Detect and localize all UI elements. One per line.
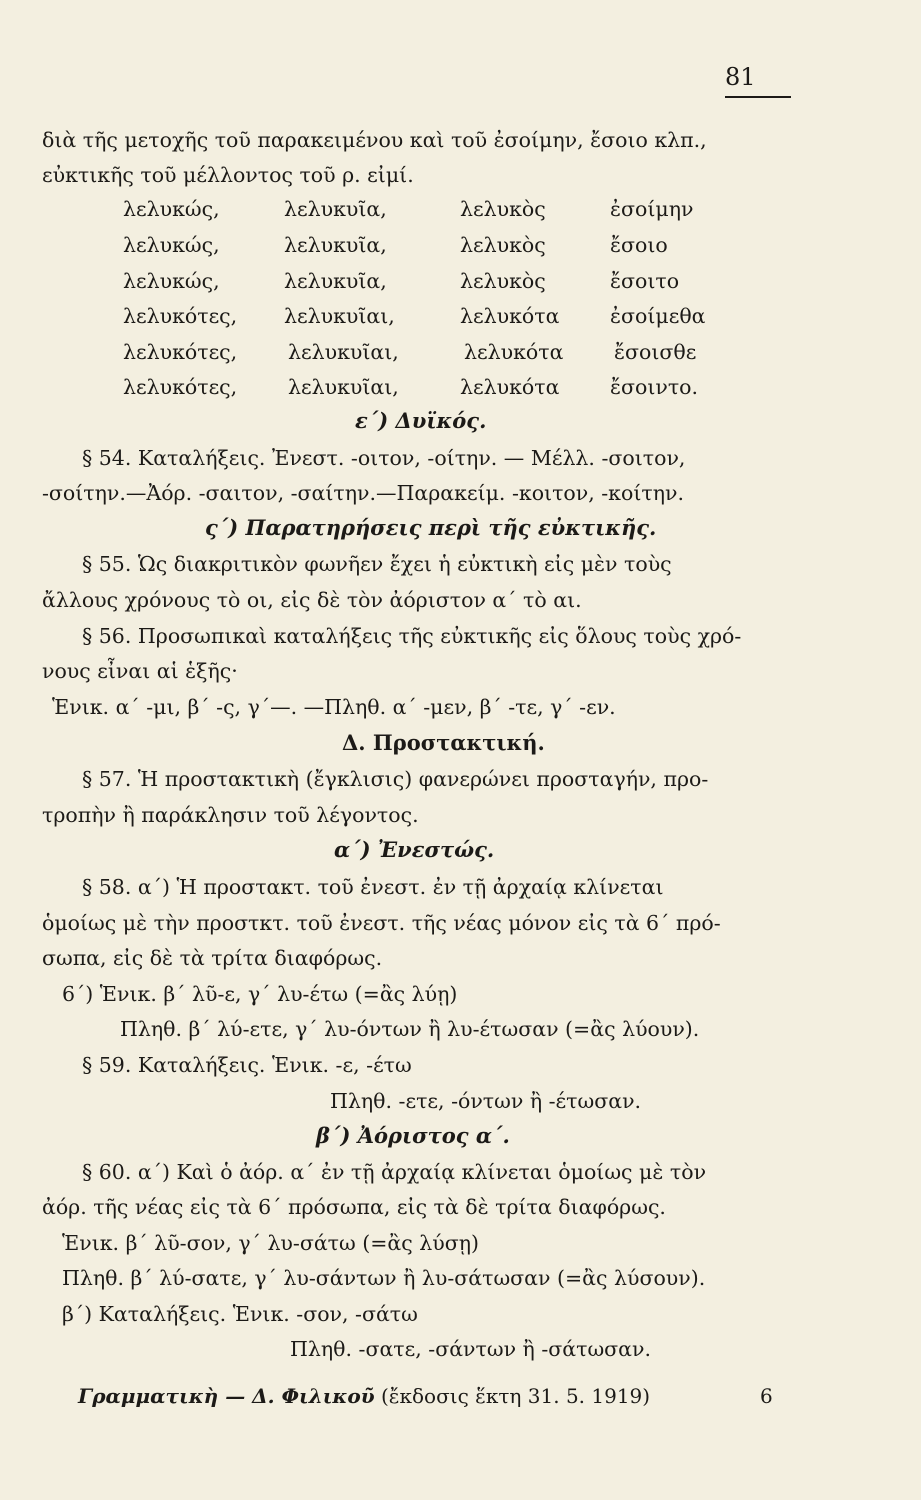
page-number: 81 bbox=[725, 63, 756, 91]
footer-edition: (ἔκδοσις ἕκτη 31. 5. 1919) bbox=[380, 1384, 651, 1408]
text-line: σωπα, εἰς δὲ τὰ τρίτα διαφόρως. bbox=[42, 946, 383, 970]
text-line: § 58. α΄) Ἡ προστακτ. τοῦ ἐνεστ. ἐν τῇ ἀρχαίᾳ κλίνεται bbox=[82, 875, 664, 899]
table-cell: ἔσοισθε bbox=[614, 340, 697, 364]
heading-imperative: Δ. Προστακτική. bbox=[342, 730, 545, 755]
table-cell: λελυκότες, bbox=[123, 340, 238, 364]
text-line: Πληθ. -ετε, -όντων ἢ -έτωσαν. bbox=[330, 1089, 642, 1113]
text-line: Πληθ. -σατε, -σάντων ἢ -σάτωσαν. bbox=[290, 1337, 651, 1361]
table-cell: λελυκότα bbox=[460, 304, 560, 328]
table-cell: ἔσοιο bbox=[610, 233, 668, 257]
header-rule bbox=[725, 96, 791, 98]
text-line: εὐκτικῆς τοῦ μέλλοντος τοῦ ρ. εἰμί. bbox=[42, 163, 414, 187]
heading-dual: ε΄) Δυϊκός. bbox=[355, 408, 487, 433]
footer-title: Γραμματικὴ — Δ. Φιλικοῦ bbox=[78, 1384, 375, 1408]
table-cell: λελυκότα bbox=[464, 340, 564, 364]
table-cell: λελυκότες, bbox=[123, 375, 238, 399]
heading-aorist: β΄) Ἀόριστος α΄. bbox=[316, 1123, 510, 1148]
table-cell: λελυκώς, bbox=[123, 233, 220, 257]
table-cell: λελυκότα bbox=[460, 375, 560, 399]
table-cell: λελυκὸς bbox=[460, 269, 546, 293]
table-cell: λελυκὸς bbox=[460, 197, 546, 221]
table-cell: λελυκυῖα, bbox=[284, 197, 387, 221]
text-line: § 54. Καταλήξεις. Ἐνεστ. -οιτον, -οίτην. — Μέλλ. -σοιτον, bbox=[82, 446, 686, 470]
text-line: Ἑνικ. β΄ λῦ-σον, γ΄ λυ-σάτω (=ἂς λύσῃ) bbox=[62, 1231, 479, 1255]
table-cell: ἔσοιντο. bbox=[610, 375, 699, 399]
text-line: διὰ τῆς μετοχῆς τοῦ παρακειμένου καὶ τοῦ ἐσοίμην, ἔσοιο κλπ., bbox=[42, 128, 707, 152]
text-line: νους εἶναι αἱ ἑξῆς· bbox=[42, 659, 238, 683]
table-cell: ἐσοίμεθα bbox=[610, 304, 706, 328]
table-cell: ἐσοίμην bbox=[610, 197, 694, 221]
text-line: § 57. Ἡ προστακτικὴ (ἔγκλισις) φανερώνει προσταγήν, προ- bbox=[82, 767, 709, 791]
table-cell: λελυκώς, bbox=[123, 197, 220, 221]
table-cell: ἔσοιτο bbox=[610, 269, 680, 293]
footer bbox=[78, 1381, 650, 1411]
text-line: 6΄) Ἑνικ. β΄ λῦ-ε, γ΄ λυ-έτω (=ἂς λύῃ) bbox=[62, 982, 458, 1006]
table-cell: λελυκυῖαι, bbox=[284, 304, 395, 328]
text-line: ἀόρ. τῆς νέας εἰς τὰ 6΄ πρόσωπα, εἰς τὰ δὲ τρίτα διαφόρως. bbox=[42, 1195, 666, 1219]
text-line: ἄλλους χρόνους τὸ οι, εἰς δὲ τὸν ἀόριστον α΄ τὸ αι. bbox=[42, 588, 582, 612]
table-cell: λελυκυῖα, bbox=[284, 233, 387, 257]
signature-mark: 6 bbox=[760, 1384, 773, 1408]
text-line: Πληθ. β΄ λύ-σατε, γ΄ λυ-σάντων ἢ λυ-σάτωσαν (=ἂς λύσουν). bbox=[62, 1266, 706, 1290]
text-line: τροπὴν ἢ παράκλησιν τοῦ λέγοντος. bbox=[42, 803, 419, 827]
text-line: Ἑνικ. α΄ -μι, β΄ -ς, γ΄—. —Πληθ. α΄ -μεν, β΄ -τε, γ΄ -εν. bbox=[52, 695, 616, 719]
text-line: § 60. α΄) Καὶ ὁ ἀόρ. α΄ ἐν τῇ ἀρχαίᾳ κλίνεται ὁμοίως μὲ τὸν bbox=[82, 1160, 707, 1184]
text-line: ὁμοίως μὲ τὴν προστκτ. τοῦ ἐνεστ. τῆς νέας μόνον εἰς τὰ 6΄ πρό- bbox=[42, 911, 721, 935]
text-line: § 56. Προσωπικαὶ καταλήξεις τῆς εὐκτικῆς εἰς ὅλους τοὺς χρό- bbox=[82, 624, 742, 648]
table-cell: λελυκυῖα, bbox=[284, 269, 387, 293]
text-line: β΄) Καταλήξεις. Ἑνικ. -σον, -σάτω bbox=[62, 1302, 418, 1326]
heading-notes: ς΄) Παρατηρήσεις περὶ τῆς εὐκτικῆς. bbox=[205, 515, 657, 540]
text-line: § 59. Καταλήξεις. Ἑνικ. -ε, -έτω bbox=[82, 1053, 412, 1077]
text-line: Πληθ. β΄ λύ-ετε, γ΄ λυ-όντων ἢ λυ-έτωσαν (=ἂς λύουν). bbox=[120, 1017, 700, 1041]
table-cell: λελυκυῖαι, bbox=[288, 340, 399, 364]
table-cell: λελυκώς, bbox=[123, 269, 220, 293]
table-cell: λελυκυῖαι, bbox=[288, 375, 399, 399]
text-line: § 55. Ὡς διακριτικὸν φωνῆεν ἔχει ἡ εὐκτικὴ εἰς μὲν τοὺς bbox=[82, 552, 672, 576]
table-cell: λελυκὸς bbox=[460, 233, 546, 257]
heading-present: α΄) Ἐνεστώς. bbox=[334, 837, 495, 862]
table-cell: λελυκότες, bbox=[123, 304, 238, 328]
text-line: -σοίτην.—Ἀόρ. -σαιτον, -σαίτην.—Παρακείμ. -κοιτον, -κοίτην. bbox=[42, 481, 684, 505]
